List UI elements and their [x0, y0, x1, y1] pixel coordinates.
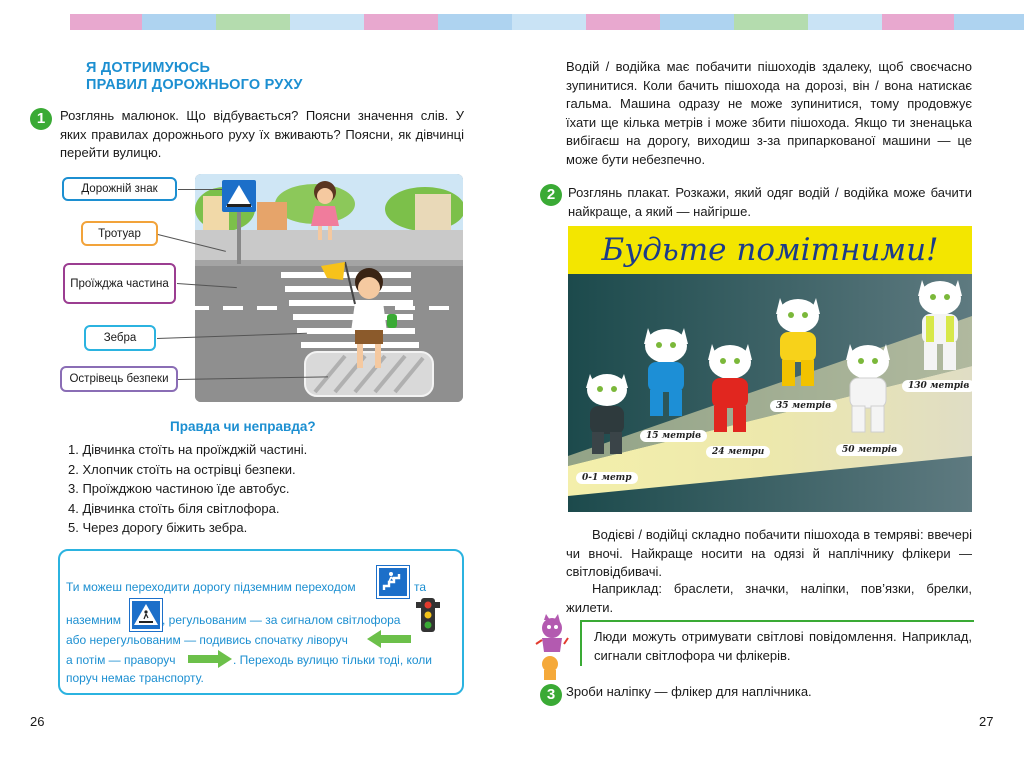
quiz-item: 1. Дівчинка стоїть на проїжджій частині.	[68, 442, 308, 457]
cat-figure-red	[704, 338, 756, 438]
quiz-item: 2. Хлопчик стоїть на острівці безпеки.	[68, 461, 296, 477]
quiz-item: 4. Дівчинка стоїть біля світлофора.	[68, 500, 280, 516]
crosswalk-sign-icon	[130, 599, 162, 631]
note-text: Люди можуть отримувати світлові повідомлення. Наприклад, сигнали світлофора чи флікерів.	[594, 629, 972, 663]
label-sidewalk: Тротуар	[81, 221, 158, 246]
task-1-number: 1	[30, 108, 52, 130]
dark-paragraph-1: Водієві / водійці складно побачити пішохода в темряві: ввечері чи вночі. Найкраще носити на одязі й наплічнику флікери — світловідбивачі.	[566, 527, 972, 579]
quiz-title: Правда чи неправда?	[170, 419, 316, 434]
info-line-5: поруч немає транспорту.	[66, 671, 204, 685]
underpass-sign-icon	[377, 566, 409, 598]
arrow-right-icon	[188, 650, 232, 668]
title-line-2: ПРАВИЛ ДОРОЖНЬОГО РУХУ	[86, 77, 303, 93]
cat-figure-white	[842, 338, 894, 438]
dark-paragraph-2: Наприклад: браслети, значки, наліпки, пов’язки, брелки, жилети.	[566, 581, 972, 615]
cat-figure-yellow	[772, 292, 824, 392]
label-roadway: Проїжджа частина	[63, 263, 176, 304]
label-road-sign: Дорожній знак	[62, 177, 177, 201]
poster-title: Будьте помітними!	[601, 232, 939, 268]
info-line-1-end: та	[414, 580, 427, 594]
quiz-item: 5. Через дорогу біжить зебра.	[68, 520, 248, 535]
quiz-list	[68, 440, 307, 538]
title-line-1: Я ДОТРИМУЮСЬ	[86, 60, 211, 76]
traffic-light-icon	[416, 598, 440, 632]
cat-label: 130 метрів	[902, 380, 972, 392]
cat-label: 24 метри	[706, 446, 770, 458]
task-3-number: 3	[540, 684, 562, 706]
page-number-left: 26	[30, 714, 45, 729]
page-number-right: 27	[979, 714, 994, 729]
info-line-4-end: . Переходь вулицю тільки тоді, коли	[233, 653, 432, 667]
info-line-1: Ти можеш переходити дорогу підземним переходом	[66, 580, 356, 594]
quiz-item: 3. Проїжджою частиною їде автобус.	[68, 481, 290, 496]
cat-figure-black	[582, 366, 632, 458]
page-title	[86, 60, 303, 94]
label-safety-island: Острівець безпеки	[60, 366, 178, 392]
task-2-text: Розглянь плакат. Розкажи, який одяг водій / водійка може бачити найкраще, а який — найгірше.	[568, 185, 972, 219]
mascot-icon	[532, 614, 570, 680]
cat-label: 35 метрів	[770, 400, 837, 412]
cat-label: 15 метрів	[640, 430, 707, 442]
task-3-text: Зроби наліпку — флікер для наплічника.	[566, 684, 812, 699]
info-line-2-end: , регульованим — за сигналом світлофора	[162, 613, 401, 627]
info-line-3: або нерегульованим — подивись спочатку ліворуч	[66, 633, 348, 647]
cat-label: 50 метрів	[836, 444, 903, 456]
intro-paragraph: Водій / водійка має побачити пішоходів здалеку, щоб своєчасно зупинитися. Коли бачить пішохода на дорозі, він / вона натискає гальма. Машина одразу не може зупинитися, тому продовжує їхати ще кілька метрів і може збити пішохода. Якщо ти зненацька вибігаєш на дорогу, виходиш з-за припаркованої машини — це може бути небезпечно.	[566, 59, 972, 167]
visibility-poster	[568, 226, 972, 512]
cat-label: 0-1 метр	[576, 472, 638, 484]
info-line-4-start: а потім — праворуч	[66, 653, 176, 667]
task-1-text: Розглянь малюнок. Що відбувається? Поясни значення слів. У яких правилах дорожнього руху їх вживають? Поясни, як дівчинці перейти вулицю.	[60, 108, 464, 160]
label-zebra: Зебра	[84, 325, 156, 351]
task-2-number: 2	[540, 184, 562, 206]
cat-figure-blue	[640, 322, 692, 422]
cat-figure-reflective	[914, 274, 966, 378]
arrow-left-icon	[367, 630, 411, 648]
info-line-2-start: наземним	[66, 613, 122, 627]
